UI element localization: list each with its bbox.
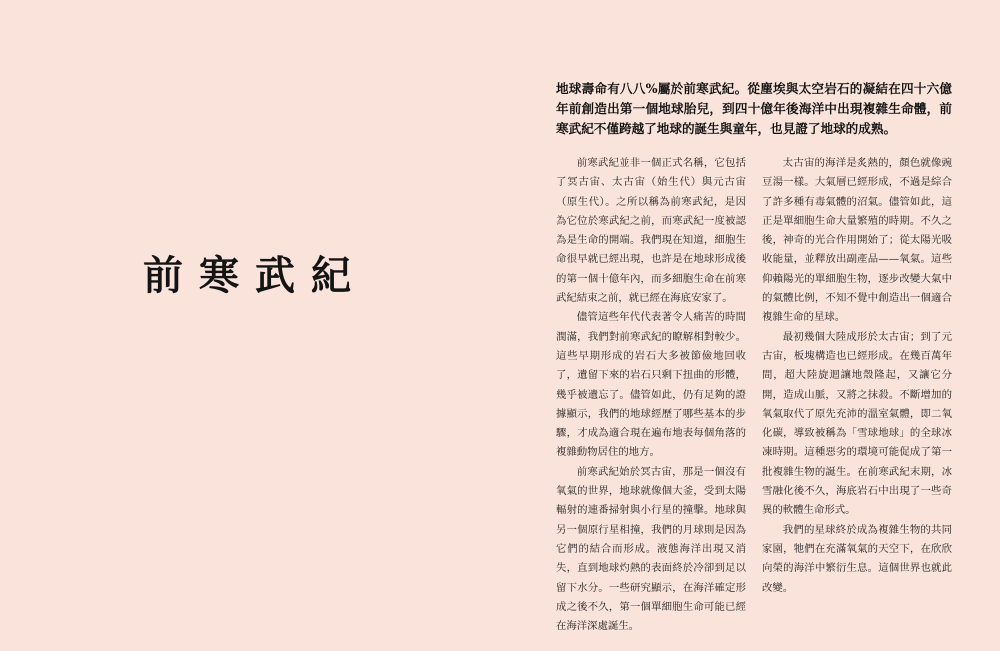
body-paragraph: 儘管這些年代代表著令人痛苦的時間潤滿，我們對前寒武紀的瞭解相對較少。這些早期形成的岩石大多被節儉地回收了，遺留下來的岩石只剩下扭曲的形體，幾乎被遺忘了。儘管如此，仍有足夠的證據顯示，我們的地球經歷了哪些基本的步驟，才成為適合現在遍布地表每個角落的複雜動物居住的地方。: [556, 311, 746, 459]
body-paragraph: 最初幾個大陸成形於太古宙；到了元古宙，板塊構造也已經形成。在幾百萬年間，超大陸旋迴讓地殼隆起，又讓它分開，造成山脈，又將之抹殺。不斷增加的氧氣取代了原先充沛的溫室氣體，即二氧化碳，導致被稱為「雪球地球」的全球冰凍時期。這種惡劣的環境可能促成了第一批複雜生物的誕生。在前寒武紀末期，冰雪融化後不久，海底岩石中出現了一些奇異的軟體生命形式。: [762, 330, 952, 517]
body-column-left: [556, 154, 746, 636]
body-paragraph: 太古宙的海洋是炙熱的，顏色就像豌豆湯一樣。大氣層已經形成，不過是綜合了許多種有毒氣體的沼氣。儘管如此，這正是單細胞生命大量繁殖的時期。不久之後，神奇的光合作用開始了；從太陽光吸收能量，並釋放出副產品——氧氣。這些仰賴陽光的單細胞生物，逐步改變大氣中的氣體比例，不知不覺中創造出一個適合複雜生命的星球。: [762, 157, 952, 324]
body-paragraph: 我們的星球終於成為複雜生物的共同家園，牠們在充滿氧氣的天空下，在欣欣向榮的海洋中繁衍生息。這個世界也就此改變。: [762, 523, 952, 594]
body-paragraph: 前寒武紀始於冥古宙，那是一個沒有氧氣的世界，地球就像個大釜，受到太陽輻射的連番掃射與小行星的撞擊。地球與另一個原行星相撞，我們的月球則是因為它們的結合而形成。液態海洋出現又消失，直到地球灼熱的表面終於冷卻到足以留下水分。一些研究顯示，在海洋確定形成之後不久，第一個單細胞生命可能已經在海洋深處誕生。: [556, 465, 746, 633]
lead-paragraph: 地球壽命有八八%屬於前寒武紀。從塵埃與太空岩石的凝結在四十六億年前創造出第一個地球胎兒，到四十億年後海洋中出現複雜生命體，前寒武紀不僅跨越了地球的誕生與童年，也見證了地球的成熟。: [556, 81, 952, 136]
body-paragraph: 前寒武紀並非一個正式名稱，它包括了冥古宙、太古宙（始生代）與元古宙（原生代）。之所以稱為前寒武紀，是因為它位於寒武紀之前，而寒武紀一度被認為是生命的開端。我們現在知道，細胞生命很早就已經出現，也許是在地球形成後的第一個十億年內，而多細胞生命在前寒武紀結束之前，就已經在海底安家了。: [556, 157, 746, 305]
body-column-right: [762, 154, 952, 598]
chapter-title: 前寒武紀: [143, 253, 367, 299]
